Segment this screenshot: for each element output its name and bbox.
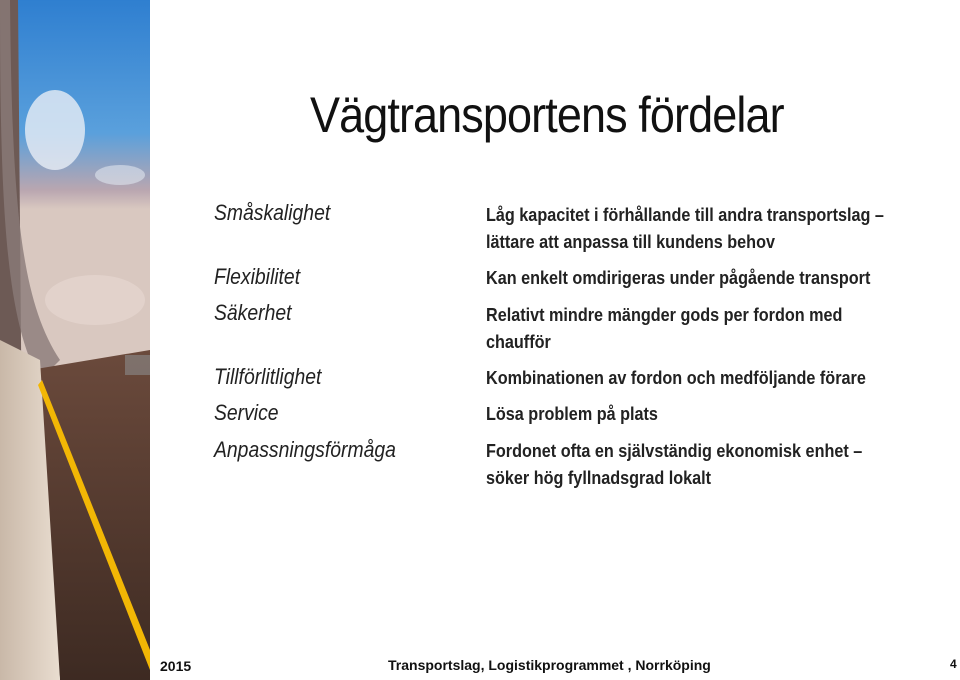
page-number: 4 (950, 657, 957, 671)
desc-tillforlitlighet (486, 365, 900, 392)
desc-line: Kan enkelt omdirigeras under pågående transport (486, 268, 871, 288)
term-tillforlitlighet: Tillförlitlighet (214, 364, 322, 389)
desc-anpassningsformaga (486, 438, 900, 492)
road-photo (0, 0, 150, 680)
desc-line: söker hög fyllnadsgrad lokalt (486, 468, 712, 488)
desc-line: chaufför (486, 332, 551, 352)
term-anpassningsformaga: Anpassningsförmåga (214, 437, 396, 462)
desc-line: Kombinationen av fordon och medföljande förare (486, 368, 866, 388)
term-smaskalighet: Småskalighet (214, 200, 331, 225)
desc-line: Fordonet ofta en självständig ekonomisk enhet – (486, 441, 863, 461)
desc-line: Lösa problem på plats (486, 404, 658, 424)
footer-year: 2015 (160, 658, 192, 674)
desc-smaskalighet (486, 202, 900, 256)
desc-line: Låg kapacitet i förhållande till andra transportslag – (486, 205, 884, 225)
desc-flexibilitet (486, 265, 900, 292)
footer-course: Transportslag, Logistikprogrammet , Norrköping (388, 657, 711, 673)
desc-service (486, 401, 900, 428)
desc-sakerhet (486, 302, 900, 356)
term-flexibilitet: Flexibilitet (214, 264, 301, 289)
term-service: Service (214, 400, 279, 425)
desc-line: Relativt mindre mängder gods per fordon med (486, 305, 843, 325)
term-sakerhet: Säkerhet (214, 300, 292, 325)
slide-title: Vägtransportens fördelar (310, 87, 784, 143)
desc-line: lättare att anpassa till kundens behov (486, 232, 775, 252)
